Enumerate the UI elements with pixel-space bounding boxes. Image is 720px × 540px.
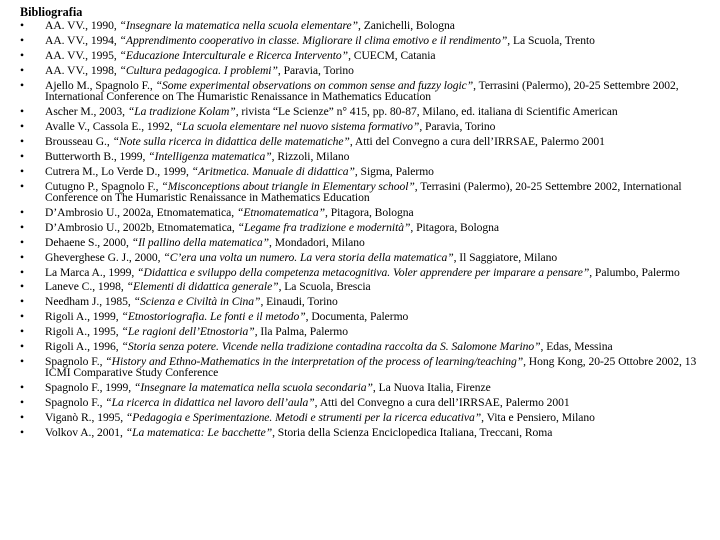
reference-title: “Some experimental observations on common sense and fuzzy logic”: [155, 78, 474, 92]
bullet-icon: •: [20, 250, 25, 264]
bullet-icon: •: [20, 33, 25, 47]
reference-publisher: , Paravia, Torino: [277, 63, 354, 77]
reference-title: “Note sulla ricerca in didattica delle matematiche”: [112, 134, 350, 148]
reference-publisher: , Hong Kong, 20-25 Ottobre 2002, 13 ICMI Comparative Study Conference: [45, 354, 697, 380]
reference-author-year: Viganò R., 1995,: [45, 411, 126, 425]
bullet-icon: •: [20, 235, 25, 249]
reference-title: “Il pallino della matematica”: [131, 235, 270, 249]
reference-title: “La tradizione Kolam”: [127, 105, 236, 119]
reference-publisher: , Terrasini (Palermo), 20-25 Settembre 2002, International Conference on The Humaristic Renaissance in Mathematics Education: [45, 179, 682, 205]
reference-author-year: Cutrera M., Lo Verde D., 1999,: [45, 164, 192, 178]
reference-author-year: Laneve C., 1998,: [45, 280, 127, 294]
reference-publisher: , La Scuola, Brescia: [278, 280, 371, 294]
bibliography-page: [20, 0, 698, 442]
bullet-icon: •: [20, 280, 25, 294]
reference-item: [20, 35, 698, 47]
reference-author-year: Avalle V., Cassola E., 1992,: [45, 119, 176, 133]
reference-publisher: , Storia della Scienza Enciclopedica Italiana, Treccani, Roma: [272, 426, 553, 440]
reference-item: [20, 267, 698, 279]
reference-publisher: , CUECM, Catania: [348, 48, 436, 62]
reference-author-year: Ascher M., 2003,: [45, 105, 128, 119]
bullet-icon: •: [20, 179, 25, 193]
reference-title: “Misconceptions about triangle in Elementary school”: [161, 179, 415, 193]
reference-author-year: Spagnolo F.,: [45, 354, 106, 368]
bullet-icon: •: [20, 340, 25, 353]
reference-author-year: Needham J., 1985,: [45, 295, 134, 309]
bullet-icon: •: [20, 205, 25, 219]
bullet-icon: •: [20, 310, 25, 324]
reference-title: “Pedagogia e Sperimentazione. Metodi e strumenti per la ricerca educativa”: [125, 411, 482, 425]
bullet-icon: •: [20, 354, 25, 368]
reference-list: [20, 20, 698, 439]
reference-publisher: , Il Saggiatore, Milano: [453, 250, 558, 264]
reference-publisher: , rivista “Le Scienze” n° 415, pp. 80-87, Milano, ed. italiana di Scientific American: [235, 105, 618, 119]
reference-item: [20, 281, 698, 293]
reference-author-year: Brousseau G.,: [45, 134, 113, 148]
bullet-icon: •: [20, 149, 25, 163]
reference-author-year: Butterworth B., 1999,: [45, 149, 149, 163]
reference-title: “Intelligenza matematica”: [148, 149, 272, 163]
reference-item: [20, 181, 698, 204]
reference-item: [20, 121, 698, 133]
reference-title: “Didattica e sviluppo della competenza metacognitiva. Voler apprendere per imparare a pensare”: [137, 265, 590, 279]
reference-author-year: Gheverghese G. J., 2000,: [45, 250, 164, 264]
reference-author-year: AA. VV., 1998,: [45, 63, 120, 77]
reference-publisher: , Einaudi, Torino: [260, 295, 338, 309]
reference-author-year: AA. VV., 1995,: [45, 48, 120, 62]
bullet-icon: •: [20, 48, 25, 62]
reference-author-year: D’Ambrosio U., 2002a, Etnomatematica,: [45, 205, 237, 219]
bullet-icon: •: [20, 78, 25, 92]
bullet-icon: •: [20, 265, 25, 279]
reference-title: “Apprendimento cooperativo in classe. Migliorare il clima emotivo e il rendimento”: [119, 33, 508, 47]
reference-title: “Etnostoriografia. Le fonti e il metodo”: [121, 310, 306, 324]
reference-item: [20, 237, 698, 249]
reference-title: “La ricerca in didattica nel lavoro dell’aula”: [105, 396, 315, 410]
bullet-icon: •: [20, 325, 25, 339]
reference-item: [20, 151, 698, 163]
reference-author-year: D’Ambrosio U., 2002b, Etnomatematica,: [45, 220, 238, 234]
bullet-icon: •: [20, 295, 25, 309]
reference-item: [20, 50, 698, 62]
bullet-icon: •: [20, 19, 25, 32]
reference-author-year: AA. VV., 1990,: [45, 19, 120, 32]
reference-title: “Le ragioni dell’Etnostoria”: [121, 325, 255, 339]
reference-publisher: , Documenta, Palermo: [305, 310, 409, 324]
reference-author-year: AA. VV., 1994,: [45, 33, 120, 47]
reference-title: “Storia senza potere. Vicende nella tradizione contadina raccolta da S. Salomone Marino”: [121, 340, 541, 353]
reference-item: [20, 136, 698, 148]
reference-title: “History and Ethno-Mathematics in the interpretation of the process of learning/teaching”: [105, 354, 524, 368]
reference-author-year: Volkov A., 2001,: [45, 426, 126, 440]
reference-title: “La scuola elementare nel nuovo sistema formativo”: [175, 119, 420, 133]
bullet-icon: •: [20, 220, 25, 234]
reference-item: [20, 296, 698, 308]
reference-item: [20, 412, 698, 424]
reference-publisher: , Ila Palma, Palermo: [254, 325, 349, 339]
reference-publisher: , Palumbo, Palermo: [589, 265, 680, 279]
reference-author-year: Spagnolo F.,: [45, 396, 106, 410]
reference-item: [20, 382, 698, 394]
reference-publisher: , Vita e Pensiero, Milano: [481, 411, 595, 425]
reference-item: [20, 20, 698, 32]
reference-title: “Legame fra tradizione e modernità”: [237, 220, 411, 234]
reference-publisher: , La Scuola, Trento: [507, 33, 595, 47]
bibliography-title: Bibliografia: [20, 5, 83, 19]
bullet-icon: •: [20, 411, 25, 425]
reference-title: “Educazione Interculturale e Ricerca Intervento”: [119, 48, 349, 62]
reference-item: [20, 106, 698, 118]
reference-item: [20, 222, 698, 234]
reference-title: “Scienza e Civiltà in Cina”: [133, 295, 261, 309]
bullet-icon: •: [20, 63, 25, 77]
reference-title: “Cultura pedagogica. I problemi”: [119, 63, 278, 77]
reference-item: [20, 397, 698, 409]
reference-item: [20, 427, 698, 439]
reference-title: “Etnomatematica”: [236, 205, 326, 219]
reference-publisher: , Sigma, Palermo: [354, 164, 434, 178]
reference-item: [20, 356, 698, 379]
reference-publisher: , La Nuova Italia, Firenze: [372, 381, 491, 395]
reference-author-year: Cutugno P., Spagnolo F.,: [45, 179, 162, 193]
reference-publisher: , Rizzoli, Milano: [271, 149, 350, 163]
reference-publisher: , Terrasini (Palermo), 20-25 Settembre 2002, International Conference on The Humaristic Renaissance in Mathematics Education: [45, 78, 679, 104]
bullet-icon: •: [20, 134, 25, 148]
bullet-icon: •: [20, 164, 25, 178]
reference-item: [20, 65, 698, 77]
reference-item: [20, 80, 698, 103]
reference-item: [20, 311, 698, 323]
reference-publisher: , Pitagora, Bologna: [410, 220, 499, 234]
reference-author-year: Ajello M., Spagnolo F.,: [45, 78, 156, 92]
reference-publisher: , Zanichelli, Bologna: [358, 19, 455, 32]
reference-item: [20, 166, 698, 178]
reference-publisher: , Atti del Convegno a cura dell’IRRSAE, Palermo 2001: [349, 134, 605, 148]
reference-author-year: Rigoli A., 1995,: [45, 325, 122, 339]
bullet-icon: •: [20, 119, 25, 133]
reference-publisher: , Edas, Messina: [540, 340, 613, 353]
reference-item: [20, 326, 698, 338]
reference-author-year: La Marca A., 1999,: [45, 265, 138, 279]
reference-title: “Insegnare la matematica nella scuola secondaria”: [133, 381, 373, 395]
reference-publisher: , Pitagora, Bologna: [325, 205, 414, 219]
bullet-icon: •: [20, 105, 25, 119]
reference-author-year: Spagnolo F., 1999,: [45, 381, 134, 395]
reference-publisher: , Mondadori, Milano: [269, 235, 365, 249]
reference-publisher: , Paravia, Torino: [419, 119, 496, 133]
reference-item: [20, 252, 698, 264]
bullet-icon: •: [20, 381, 25, 395]
reference-title: “La matematica: Le bacchette”: [125, 426, 273, 440]
reference-title: “Insegnare la matematica nella scuola elementare”: [119, 19, 359, 32]
reference-title: “Elementi di didattica generale”: [126, 280, 279, 294]
reference-publisher: , Atti del Convegno a cura dell’IRRSAE, Palermo 2001: [314, 396, 570, 410]
reference-author-year: Rigoli A., 1996,: [45, 340, 122, 353]
reference-author-year: Dehaene S., 2000,: [45, 235, 132, 249]
reference-item: [20, 341, 698, 353]
bullet-icon: •: [20, 396, 25, 410]
reference-title: “Aritmetica. Manuale di didattica”: [191, 164, 355, 178]
bullet-icon: •: [20, 426, 25, 440]
reference-title: “C’era una volta un numero. La vera storia della matematica”: [163, 250, 454, 264]
reference-author-year: Rigoli A., 1999,: [45, 310, 122, 324]
reference-item: [20, 207, 698, 219]
